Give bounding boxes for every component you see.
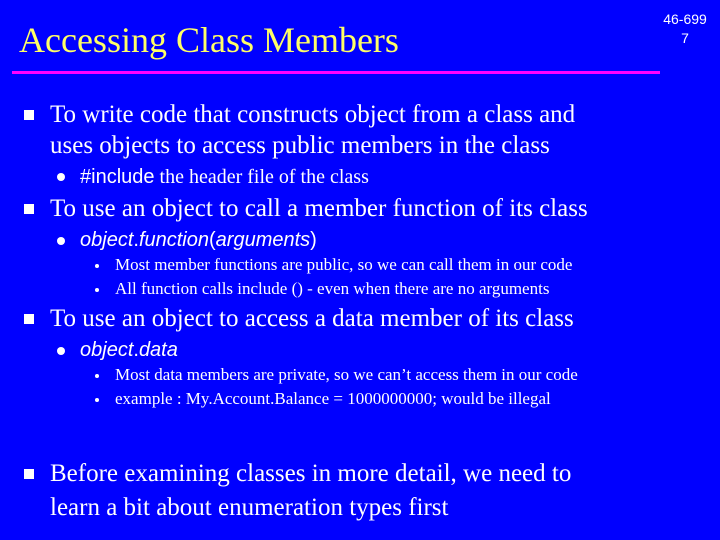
bullet-small-dot <box>95 398 99 402</box>
bullet-square <box>24 110 34 120</box>
syntax-dot: . <box>133 229 139 251</box>
title-underline <box>12 71 660 74</box>
bullet-square <box>24 469 34 479</box>
bullet-3-item-1: Most data members are private, so we can’t access them in our code <box>115 365 578 384</box>
bullet-small-dot <box>95 374 99 378</box>
bullet-2: To use an object to call a member function of its class <box>50 195 588 222</box>
bullet-1-sub <box>80 165 369 189</box>
slide-number <box>652 10 718 48</box>
bullet-small-dot <box>95 288 99 292</box>
syntax-arguments: arguments <box>215 229 311 251</box>
syntax-function: function <box>138 229 209 251</box>
bullet-2-sub <box>80 228 317 252</box>
bullet-dot <box>57 347 65 355</box>
bullet-dot <box>57 237 65 245</box>
bullet-square <box>24 204 34 214</box>
bullet-2-item-1: Most member functions are public, so we can call them in our code <box>115 255 573 274</box>
bullet-3: To use an object to access a data member of its class <box>50 305 574 332</box>
bullet-1-line-2: uses objects to access public members in the class <box>50 132 550 159</box>
bullet-3-item-2: example : My.Account.Balance = 1000000000; would be illegal <box>115 389 551 408</box>
include-text: the header file of the class <box>154 166 369 188</box>
syntax-close-paren: ) <box>310 229 317 251</box>
syntax-object: object <box>80 229 134 251</box>
syntax-dot: . <box>133 339 139 361</box>
bullet-dot <box>57 173 65 181</box>
bullet-2-item-2: All function calls include () - even when there are no arguments <box>115 279 550 298</box>
slide-title: Accessing Class Members <box>19 20 399 60</box>
bullet-square <box>24 314 34 324</box>
bullet-1-line-1: To write code that constructs object from a class and <box>50 101 576 128</box>
bullet-small-dot <box>95 264 99 268</box>
slide-number-page: 7 <box>681 30 689 46</box>
syntax-data: data <box>138 339 178 361</box>
syntax-open-paren: ( <box>209 229 216 251</box>
bullet-4-line-1: Before examining classes in more detail, we need to <box>50 460 572 487</box>
syntax-object: object <box>80 339 134 361</box>
include-keyword: #include <box>80 166 155 188</box>
slide-number-course: 46-699 <box>663 11 707 27</box>
bullet-3-sub <box>80 338 178 362</box>
bullet-4-line-2: learn a bit about enumeration types first <box>50 494 449 521</box>
